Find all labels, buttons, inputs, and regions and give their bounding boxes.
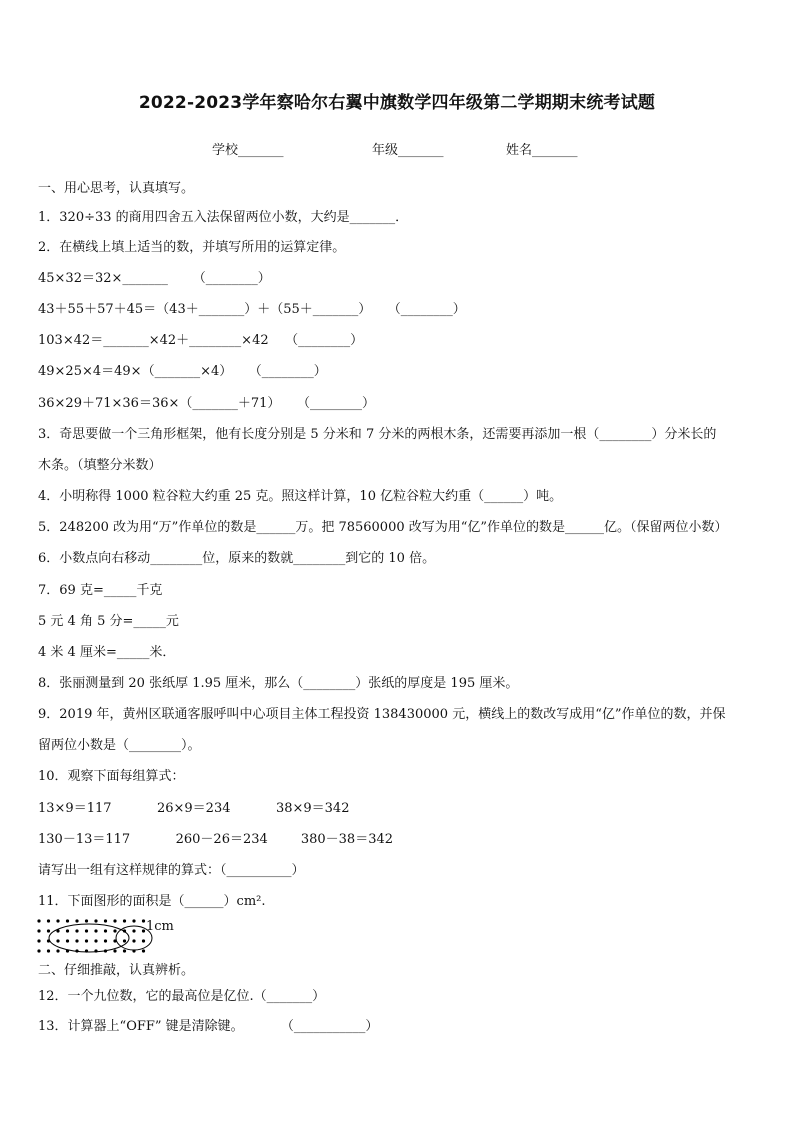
grid-dot [142, 949, 145, 952]
grid-dot [132, 929, 135, 932]
question-12: 12．一个九位数，它的最高位是亿位.（_______） [38, 989, 326, 1004]
question-1: 1．320÷33 的商用四舍五入法保留两位小数，大约是_______． [38, 210, 409, 225]
grid-dot [132, 939, 135, 942]
grid-dot [85, 919, 88, 922]
grid-dot [142, 919, 145, 922]
grade-field: 年级_______ [372, 143, 444, 158]
question-2-item-5: 36×29＋71×36＝36×（_______＋71） （________） [38, 396, 375, 411]
grid-dot [104, 939, 107, 942]
question-8: 8．张丽测量到 20 张纸厚 1.95 厘米，那么（________）张纸的厚度是 195 厘米。 [38, 676, 519, 691]
grid-dot [37, 939, 40, 942]
question-10-prompt: 请写出一组有这样规律的算式：（__________） [38, 863, 305, 878]
grid-dot [47, 949, 50, 952]
question-7-item-2: 5 元 4 角 5 分=_____元 [38, 614, 179, 629]
name-field: 姓名_______ [506, 143, 578, 158]
grid-dot [56, 949, 59, 952]
question-10-row-2: 130－13＝117 260－26＝234 380－38＝342 [38, 832, 394, 847]
question-9: 9．2019 年，黄州区联通客服呼叫中心项目主体工程投资 138430000 元，横线上的数改写成用“亿”作单位的数，并保 [38, 707, 726, 722]
grid-dot [47, 929, 50, 932]
grid-dot [123, 939, 126, 942]
grid-dot [37, 929, 40, 932]
grid-dot [113, 929, 116, 932]
question-6: 6．小数点向右移动________位，原来的数就________到它的 10 倍。 [38, 551, 436, 566]
grid-dot [75, 919, 78, 922]
grid-dot [56, 939, 59, 942]
grid-dot [94, 929, 97, 932]
exam-title: 2022-2023学年察哈尔右翼中旗数学四年级第二学期期末统考试题 [138, 93, 656, 113]
question-10: 10．观察下面每组算式： [38, 769, 185, 784]
question-3-cont: 木条。（填整分米数） [38, 458, 162, 473]
question-7: 7．69 克=_____千克 [38, 583, 163, 598]
grid-dot [142, 929, 145, 932]
question-2-item-2: 43＋55＋57＋45＝（43＋_______）＋（55＋_______） （________） [38, 302, 466, 317]
grid-dot [104, 929, 107, 932]
grid-dot [123, 949, 126, 952]
question-2-item-4: 49×25×4＝49×（_______×4） （________） [38, 364, 327, 379]
grid-dot [104, 919, 107, 922]
grid-dot [75, 929, 78, 932]
grid-dot [132, 919, 135, 922]
grid-dot [66, 939, 69, 942]
question-7-item-3: 4 米 4 厘米=_____米． [38, 645, 176, 660]
grid-dot [113, 949, 116, 952]
grid-dot [66, 929, 69, 932]
question-10-row-1: 13×9＝117 26×9＝234 38×9＝342 [38, 801, 350, 816]
grid-dot [123, 919, 126, 922]
grid-dot [37, 949, 40, 952]
question-5: 5．248200 改为用“万”作单位的数是______万。把 78560000 改写为用“亿”作单位的数是______亿。（保留两位小数） [38, 520, 728, 535]
section-2-heading: 二、仔细推敲，认真辨析。 [38, 963, 195, 978]
question-11: 11．下面图形的面积是（______）cm². [38, 894, 266, 909]
question-2-item-3: 103×42＝_______×42＋________×42 （________） [38, 333, 364, 348]
school-field: 学校_______ [212, 143, 284, 158]
grid-dot [113, 919, 116, 922]
grid-dot [94, 939, 97, 942]
question-13: 13．计算器上“OFF” 键是清除键。 （___________） [38, 1019, 379, 1034]
question-2: 2．在横线上填上适当的数，并填写所用的运算定律。 [38, 240, 346, 255]
question-2-item-1: 45×32＝32×_______ （________） [38, 271, 271, 286]
grid-dot [56, 919, 59, 922]
grid-dot [37, 919, 40, 922]
grid-dot [94, 919, 97, 922]
question-9-cont: 留两位小数是（________）。 [38, 738, 201, 753]
grid-dot [47, 919, 50, 922]
grid-dot [66, 919, 69, 922]
grid-dot [142, 939, 145, 942]
grid-dot [85, 939, 88, 942]
question-3: 3．奇思要做一个三角形框架，他有长度分别是 5 分米和 7 分米的两根木条，还需要再添加一根（________）分米长的 [38, 427, 717, 442]
section-1-heading: 一、用心思考，认真填写。 [38, 181, 195, 196]
grid-dot [85, 929, 88, 932]
grid-dot [75, 939, 78, 942]
unit-label: 1cm [146, 919, 174, 934]
question-4: 4．小明称得 1000 粒谷粒大约重 25 克。照这样计算，10 亿粒谷粒大约重（______）吨。 [38, 489, 563, 504]
